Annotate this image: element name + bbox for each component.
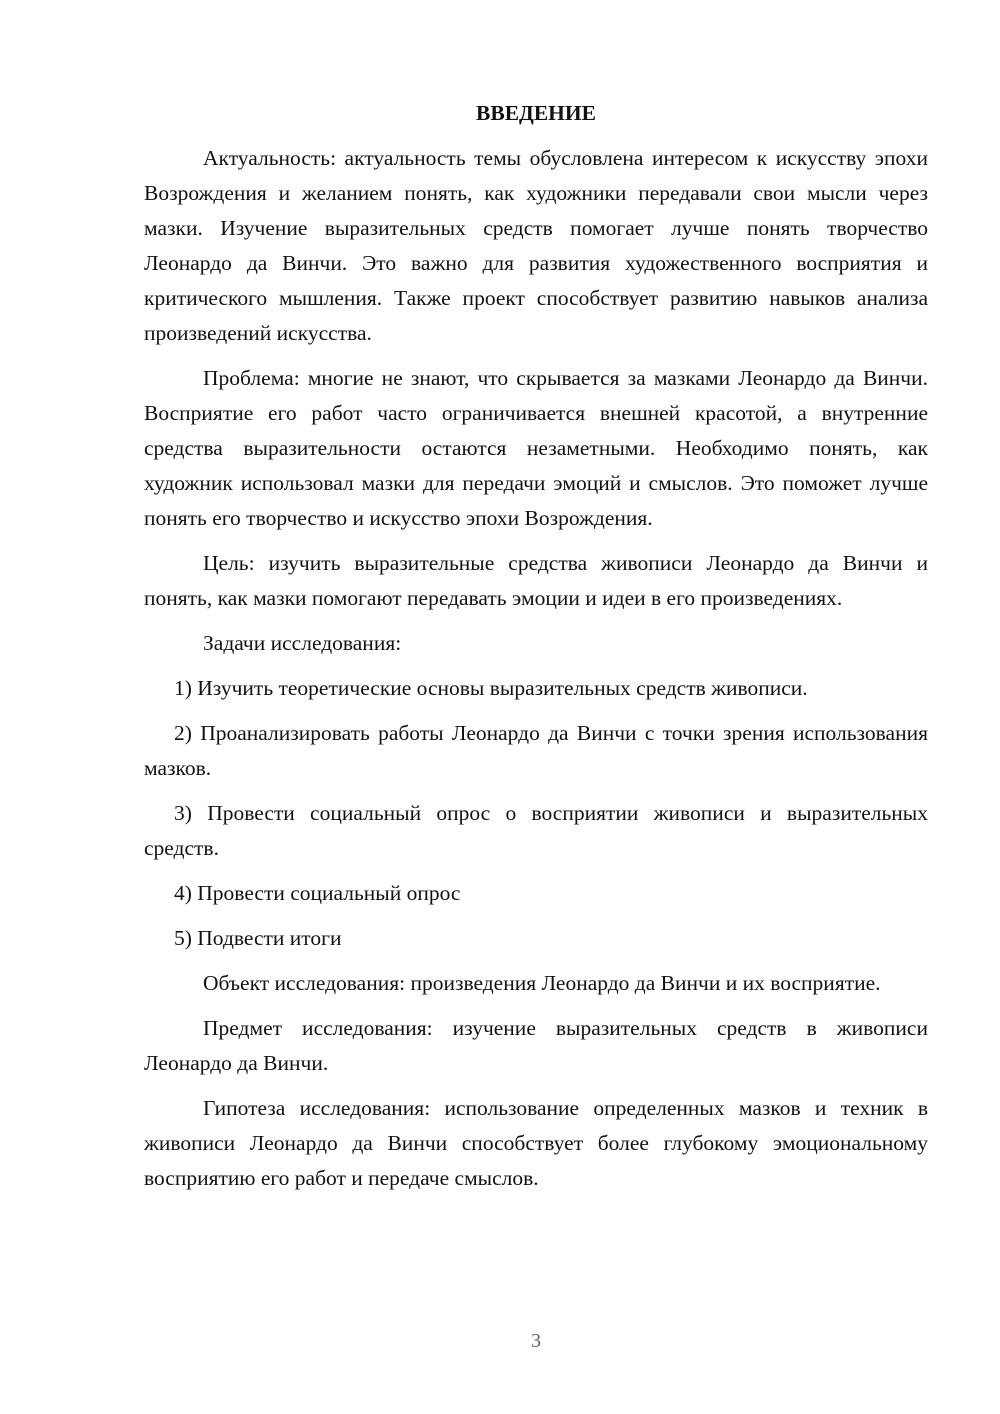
tasks-heading: Задачи исследования: [203,631,402,655]
task-item-4: 4) Провести социальный опрос [174,881,461,905]
task-item-2: 2) Проанализировать работы Леонардо да Винчи с точки зрения использования мазков. [144,721,928,780]
page-number: 3 [531,1330,541,1352]
paragraph-relevance: Актуальность: актуальность темы обусловлена интересом к искусству эпохи Возрождения и желанием понять, как художники передавали свои мысли через мазки. Изучение выразительных средств помогает лучше понять творчество Леонардо да Винчи. Это важно для развития художественного восприятия и критического мышления. Также проект способствует развитию навыков анализа произведений искусства. [144,146,928,345]
paragraph-subject: Предмет исследования: изучение выразительных средств в живописи Леонардо да Винчи. [144,1016,928,1075]
task-item-1: 1) Изучить теоретические основы выразительных средств живописи. [174,676,808,700]
paragraph-goal: Цель: изучить выразительные средства живописи Леонардо да Винчи и понять, как мазки помогают передавать эмоции и идеи в его произведениях. [144,551,928,610]
page-title: ВВЕДЕНИЕ [476,101,596,125]
task-item-5: 5) Подвести итоги [174,926,342,950]
paragraph-problem: Проблема: многие не знают, что скрывается за мазками Леонардо да Винчи. Восприятие его работ часто ограничивается внешней красотой, а внутренние средства выразительности остаются незаметными. Необходимо понять, как художник использовал мазки для передачи эмоций и смыслов. Это поможет лучше понять его творчество и искусство эпохи Возрождения. [144,366,928,530]
document-body [144,96,928,1206]
paragraph-object: Объект исследования: произведения Леонардо да Винчи и их восприятие. [203,971,881,995]
paragraph-hypothesis: Гипотеза исследования: использование определенных мазков и техник в живописи Леонардо да Винчи способствует более глубокому эмоциональному восприятию его работ и передаче смыслов. [144,1096,928,1190]
task-item-3: 3) Провести социальный опрос о восприятии живописи и выразительных средств. [144,801,928,860]
